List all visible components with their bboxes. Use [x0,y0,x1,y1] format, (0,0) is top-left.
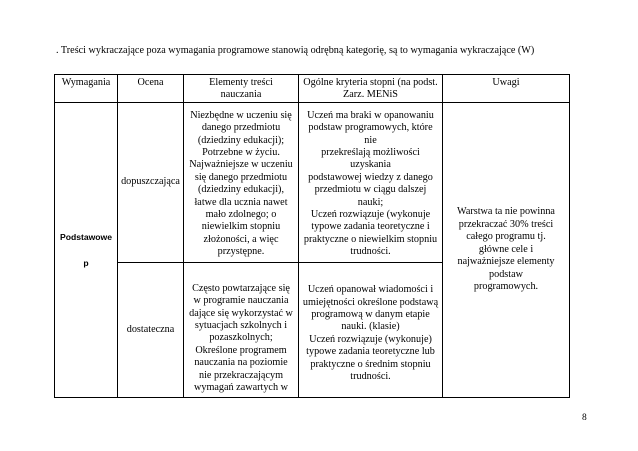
header-kryteria: Ogólne kryteria stopni (na podst. Zarz. MENiS [299,75,443,103]
header-wymagania: Wymagania [55,75,118,103]
intro-text: . Treści wykraczające poza wymagania programowe stanowią odrębną kategorię, są to wymagania wykraczające (W) [56,45,535,56]
table-header-row [55,75,570,103]
grade-cell: dostateczna [118,262,184,397]
header-ocena: Ocena [118,75,184,103]
notes-cell: Warstwa ta nie powinna przekraczać 30% treści całego programu tj. główne cele i najważniejsze elementy podstaw programowych. [443,102,570,397]
criteria-cell: Uczeń ma braki w opanowaniu podstaw programowych, które nie przekreślają możliwości uzyskania podstawowej wiedzy z danego przedmiotu w ciągu dalszej nauki; Uczeń rozwiązuje (wykonuje typowe zadania teoretyczne i praktyczne o niewielkim stopniu trudności. [299,102,443,262]
level-cell [55,102,118,397]
elements-cell: Często powtarzające się w programie nauczania dające się wykorzystać w sytuacjach szkolnych i pozaszkolnych; Określone programem nauczania na poziomie nie przekraczającym wymagań zawartych w [184,262,299,397]
header-elementy: Elementy treści nauczania [184,75,299,103]
page-number: 8 [582,413,587,423]
table-row [55,102,570,262]
elements-cell: Niezbędne w uczeniu się danego przedmiotu (dziedziny edukacji); Potrzebne w życiu. Najważniejsze w uczeniu się danego przedmiotu (dziedziny edukacji), łatwe dla ucznia nawet mało zdolnego; o niewielkim stopniu złożoności, a więc przystępne. [184,102,299,262]
requirements-table [54,74,570,398]
header-uwagi: Uwagi [443,75,570,103]
level-name: Podstawowe [59,231,113,242]
grade-cell: dopuszczająca [118,102,184,262]
level-letter: p [83,257,89,268]
criteria-cell: Uczeń opanował wiadomości i umiejętności określone podstawą programową w danym etapie nauki. (klasie) Uczeń rozwiązuje (wykonuje) typowe zadania teoretyczne lub praktyczne o średnim stopniu trudności. [299,262,443,397]
